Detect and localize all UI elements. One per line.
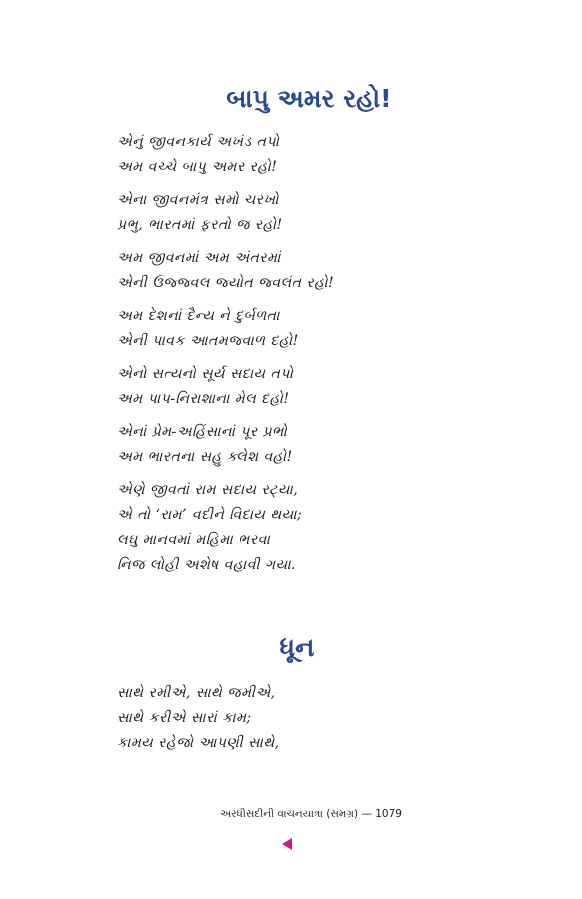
stanza-1 <box>117 130 537 180</box>
stanza-5 <box>117 362 537 412</box>
poem-line: અમ વચ્ચે બાપુ અમર રહો! <box>117 159 278 175</box>
poem-line: એની પાવક આતમજ્વાળ દહો! <box>117 333 299 349</box>
dhun-line: સાથે કરીએ સારાં કામ; <box>117 710 252 726</box>
page-title: બાપુ અમર રહો! <box>226 84 392 113</box>
dhun-line: કામય રહેજો આપણી સાથે, <box>117 735 280 751</box>
poem-line: એનાં પ્રેમ-અહિંસાનાં પૂર પ્રભો <box>117 424 288 440</box>
poem-line: એના જીવનમંત્ર સમો ચરખો <box>117 192 279 208</box>
stanza-4 <box>117 304 537 354</box>
dhun-body <box>117 681 537 756</box>
poem-line: એ તો ‘રામ’ વદીને વિદાય થયા; <box>117 507 303 523</box>
stanza-6 <box>117 420 537 470</box>
stanza-3 <box>117 246 537 296</box>
poem-line: એનો સત્યનો સૂર્ય સદાય તપો <box>117 366 294 382</box>
dhun-line: સાથે રમીએ, સાથે જમીએ, <box>117 685 276 701</box>
poem-line: અમ ભારતના સહુ ક્લેશ વહો! <box>117 449 293 465</box>
left-triangle-icon[interactable] <box>282 838 292 850</box>
stanza-2 <box>117 188 537 238</box>
poem-line: અમ જીવનમાં અમ અંતરમાં <box>117 250 281 266</box>
poem-line: એણે જીવતાં રામ સદાય રટ્યા, <box>117 482 299 498</box>
poem-line: અમ દેશનાં દૈન્ય ને દુર્બળતા <box>117 308 280 324</box>
poem-body <box>117 130 537 586</box>
page-footer: અરધીસદીની વાચનયાત્રા (સમગ્ર) — 1079 <box>220 808 402 820</box>
poem-line: એનું જીવનકાર્ય અખંડ તપો <box>117 134 280 150</box>
poem-line: એની ઉજ્જ્વલ જ્યોત જ્વલંત રહો! <box>117 275 335 291</box>
poem-line: લઘુ માનવમાં મહિમા ભરવા <box>117 532 271 548</box>
poem-line: પ્રભુ, ભારતમાં ફરતો જ રહો! <box>117 217 283 233</box>
stanza-7 <box>117 478 537 578</box>
section-title-dhun: ધૂન <box>279 633 315 663</box>
poem-line: અમ પાપ-નિરાશાના મેલ દહો! <box>117 391 290 407</box>
poem-line: નિજ લોહી અશેષ વહાવી ગયા. <box>117 557 296 573</box>
